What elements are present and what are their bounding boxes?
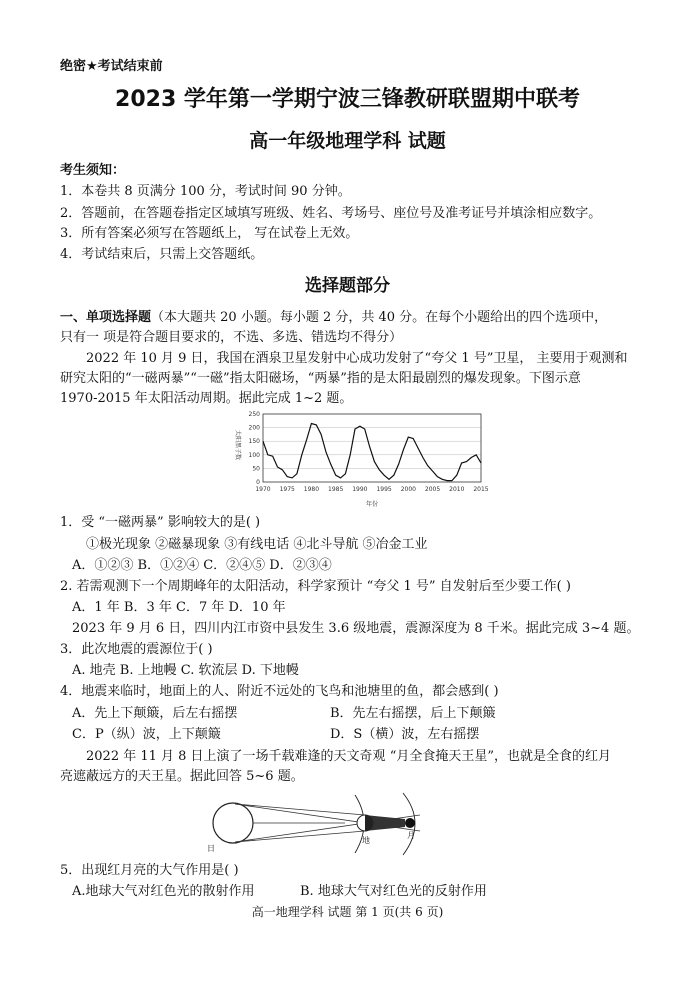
moon-circle (405, 818, 415, 828)
sunspot-chart (225, 408, 489, 508)
eclipse-diagram (205, 793, 435, 859)
part1-desc-line1: （本大题共 20 小题。每小题 2 分，共 40 分。在每个小题给出的四个选项中， (151, 310, 608, 325)
notice-item-4: 4．考试结束后，只需上交答题纸。 (60, 247, 264, 262)
chart-x-tick-label: 2005 (424, 486, 441, 493)
chart-x-tick-label: 1970 (255, 486, 271, 493)
sun-label: 日 (207, 844, 215, 853)
q3-stem: 3．此次地震的震源位于( ) (60, 642, 213, 657)
q4-choice-a: A．先上下颠簸，后左右摇摆 (72, 706, 238, 721)
passage3-line1: 2022 年 11 月 8 日上演了一场千载难逢的天文奇观 “月全食掩天王星”，也就是全食的红月 (86, 749, 611, 764)
notice-item-1: 1．本卷共 8 页满分 100 分，考试时间 90 分钟。 (60, 184, 351, 199)
q1-stem: 1．受 “一磁两暴” 影响较大的是( ) (60, 515, 261, 530)
chart-x-tick-label: 2010 (449, 486, 465, 493)
passage1-line2: 研究太阳的“一磁两暴”“一磁”指太阳磁场，“两暴”指的是太阳最剧烈的爆发现象。下图示意 (60, 371, 581, 386)
chart-y-ticks (249, 411, 261, 486)
chart-grid (263, 428, 481, 469)
chart-x-tick-label: 1980 (303, 486, 320, 493)
passage1-line1: 2022 年 10 月 9 日，我国在酒泉卫星发射中心成功发射了“夸父 1 号”卫星， 主要用于观测和 (86, 351, 628, 366)
q4-choice-d: D．S（横）波，左右摇摆 (330, 727, 480, 742)
chart-series-line (263, 424, 481, 481)
chart-x-ticks (255, 486, 488, 493)
section-title: 选择题部分 (305, 276, 390, 296)
notice-item-3: 3．所有答案必须写在答题纸上， 写在试卷上无效。 (60, 226, 359, 241)
q4-choice-b: B．先左右摇摆，后上下颠簸 (330, 706, 496, 721)
chart-y-tick-label: 50 (252, 465, 260, 473)
q2-stem: 2. 若需观测下一个周期峰年的太阳活动，科学家预计 “夸父 1 号” 自发射后至少要工作( ) (60, 579, 571, 594)
exam-title: 2023 学年第一学期宁波三锋教研联盟期中联考 (115, 87, 580, 112)
q2-choices: A．1 年 B．3 年 C．7 年 D．10 年 (72, 600, 286, 615)
chart-x-tick-label: 1990 (352, 486, 368, 493)
notice-heading: 考生须知： (60, 163, 126, 178)
chart-y-tick-label: 100 (248, 451, 260, 459)
passage3-line2: 亮遮蔽远方的天王星。据此回答 5~6 题。 (60, 769, 304, 784)
chart-x-tick-label: 1975 (279, 486, 295, 493)
q1-choices: A．①②③ B．①②④ C．②④⑤ D．②③④ (72, 558, 332, 573)
chart-y-tick-label: 200 (248, 424, 260, 432)
q4-stem: 4．地震来临时，地面上的人、附近不远处的飞鸟和池塘里的鱼，都会感到( ) (60, 684, 499, 699)
earth-label: 地 (362, 836, 370, 845)
chart-x-tick-label: 2015 (473, 486, 489, 493)
moon-label: 月 (407, 831, 415, 840)
page-footer: 高一地理学科 试题 第 1 页(共 6 页) (251, 905, 444, 919)
sun-circle (213, 803, 253, 843)
chart-y-tick-label: 0 (256, 479, 260, 486)
confidential-label: 绝密★考试结束前 (60, 59, 163, 74)
chart-plot-frame (263, 414, 481, 482)
notice-item-2: 2．答题前，在答题卷指定区域填写班级、姓名、考场号、座位号及准考证号并填涂相应数字。 (60, 206, 602, 221)
chart-x-tick-label: 1995 (376, 486, 392, 493)
q5-choice-b: B. 地球大气对红色光的反射作用 (300, 884, 487, 899)
passage1-line3: 1970-2015 年太阳活动周期。据此完成 1~2 题。 (60, 391, 353, 406)
chart-y-label: 太阳黑子数 (234, 430, 241, 461)
part1-heading-line (60, 309, 607, 327)
exam-subtitle: 高一年级地理学科 试题 (249, 130, 446, 152)
q3-choices: A. 地壳 B. 上地幔 C. 软流层 D. 下地幔 (72, 663, 299, 678)
q5-stem: 5．出现红月亮的大气作用是( ) (60, 863, 239, 878)
chart-x-tick-label: 2000 (400, 486, 416, 493)
passage2: 2023 年 9 月 6 日，四川内江市资中县发生 3.6 级地震，震源深度为 8 千米。据此完成 3~4 题。 (72, 621, 640, 636)
q1-options: ①极光现象 ②磁暴现象 ③有线电话 ④北斗导航 ⑤冶金工业 (86, 537, 428, 552)
chart-y-tick-label: 150 (248, 438, 260, 446)
part1-desc-line2: 只有一 项是符合题目要求的，不选、多选、错选均不得分） (60, 330, 403, 345)
q4-choice-c: C．P（纵）波，上下颠簸 (72, 727, 221, 742)
chart-y-tick-label: 250 (248, 411, 260, 418)
chart-x-tick-label: 1985 (328, 486, 344, 493)
q5-choice-a: A.地球大气对红色光的散射作用 (72, 884, 255, 899)
chart-x-label: 年份 (365, 501, 379, 508)
part1-heading: 一、单项选择题 (60, 310, 152, 325)
